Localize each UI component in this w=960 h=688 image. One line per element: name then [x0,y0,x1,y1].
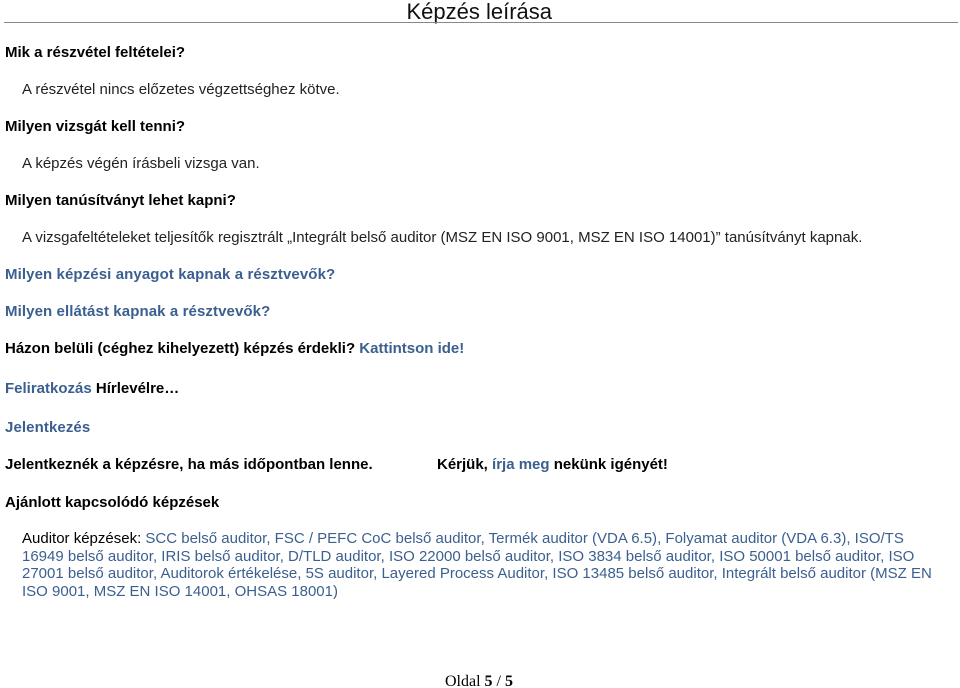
inhouse-row [5,340,464,357]
faq-question-3: Milyen tanúsítványt lehet kapni? [5,192,236,209]
related-separator: , [880,547,885,565]
related-course-link[interactable]: ISO 3834 belső auditor [558,547,711,565]
related-course-link[interactable]: SCC belső auditor [145,530,267,547]
related-course-link[interactable]: Termék auditor (VDA 6.5) [488,530,658,547]
related-course-link[interactable]: ISO 50001 belső auditor [719,547,881,565]
page-label: Oldal [445,673,481,688]
request-prefix: Kérjük, [437,456,488,473]
write-us-link[interactable]: írja meg [492,456,550,473]
related-heading: Ajánlott kapcsolódó képzések [5,494,220,511]
related-course-link[interactable]: 5S auditor [305,565,374,583]
related-separator: , [373,565,378,583]
page-current: 5 [484,673,493,688]
faq-answer-2: A képzés végén írásbeli vizsga van. [22,155,260,172]
related-separator: , [713,565,718,583]
related-separator: , [710,547,716,565]
related-course-link[interactable]: ISO/TS 16949 belső auditor [22,530,904,565]
register-link[interactable]: Jelentkezés [5,419,91,436]
related-course-link[interactable]: ISO 27001 belső auditor [22,547,915,583]
page-total: 5 [505,673,513,688]
related-course-link[interactable]: IRIS belső auditor [161,547,280,565]
related-course-link[interactable]: Integrált belső auditor (MSZ EN ISO 9001, MSZ EN ISO 14001, OHSAS 18001) [22,565,932,600]
inhouse-link[interactable]: Kattintson ide! [359,340,465,357]
catering-link[interactable]: Milyen ellátást kapnak a résztvevők? [5,303,271,320]
related-separator: , [480,530,485,547]
faq-question-1: Mik a részvétel feltételei? [5,44,186,61]
other-date-request [437,456,668,473]
related-separator: , [380,547,385,565]
related-course-link[interactable]: FSC / PEFC CoC belső auditor [274,530,481,547]
materials-link[interactable]: Milyen képzési anyagot kapnak a résztvevők? [5,266,336,283]
related-separator: , [152,547,158,565]
related-course-link[interactable]: Auditorok értékelése [160,565,298,583]
page-number [445,673,513,688]
newsletter-text: Hírlevélre… [95,380,180,397]
related-separator: , [657,530,662,547]
related-separator: , [544,565,549,583]
newsletter-row [5,380,179,397]
related-course-link[interactable]: ISO 22000 belső auditor [388,547,550,565]
faq-answer-3: A vizsgafeltételeket teljesítők regisztrált „Integrált belső auditor (MSZ EN ISO 9001, MSZ EN ISO 14001)” tanúsítványt kapnak. [22,229,863,246]
other-date-text: Jelentkeznék a képzésre, ha más időpontban lenne. [5,456,373,473]
related-prefix: Auditor képzések: [22,530,142,547]
related-separator: , [297,565,302,583]
page-title: Képzés leírása [406,0,552,24]
faq-answer-1: A részvétel nincs előzetes végzettséghez kötve. [22,81,340,98]
related-course-link[interactable]: ISO 13485 belső auditor [552,565,714,583]
related-separator: , [846,530,851,547]
related-course-link[interactable]: Folyamat auditor (VDA 6.3) [665,530,847,547]
related-separator: , [266,530,271,547]
related-separator: , [549,547,555,565]
request-suffix: nekünk igényét! [553,456,668,473]
faq-question-2: Milyen vizsgát kell tenni? [5,118,186,135]
newsletter-link[interactable]: Feliratkozás [5,380,92,397]
related-course-link[interactable]: D/TLD auditor [288,547,381,565]
related-separator: , [152,565,158,583]
page-separator: / [496,673,501,688]
header-divider [4,22,958,23]
related-course-link[interactable]: Layered Process Auditor [381,565,545,583]
related-separator: , [279,547,284,565]
inhouse-text: Házon belüli (céghez kihelyezett) képzés érdekli? [5,340,356,357]
related-courses [22,530,937,600]
